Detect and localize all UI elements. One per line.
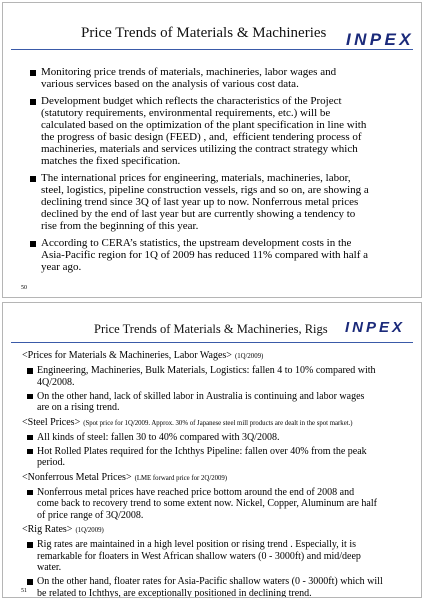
bullet-line: calculated based on the optimization of the plant specification in line with (41, 119, 367, 131)
bullet-item (27, 432, 383, 444)
square-bullet-icon (30, 70, 36, 76)
square-bullet-icon (30, 241, 36, 247)
bullet-item (27, 446, 383, 469)
section-heading (22, 417, 383, 430)
bullet-item (30, 95, 369, 167)
square-bullet-icon (27, 394, 33, 400)
bullet-line: period. (37, 457, 66, 469)
bullet-item (27, 365, 383, 388)
bullet-line: On the other hand, lack of skilled labor in Australia is continuing and labor wages (37, 390, 365, 402)
inpex-logo: INPEX (346, 30, 415, 49)
bullet-line: steel, logistics, pipeline construction vessels, rigs and so on, are showing a (41, 184, 369, 196)
bullet-line: The international prices for engineering, materials, machineries, labor, (41, 172, 351, 184)
bullet-line: Nonferrous metal prices have reached price bottom around the end of 2008 and (37, 486, 355, 498)
section-heading (22, 524, 383, 537)
slide-body (30, 66, 369, 273)
page-number: 51 (21, 588, 27, 594)
bullet-line: According to CERA’s statistics, the upstream development costs in the (41, 237, 352, 249)
section-nonferrous-metal-prices (22, 472, 383, 522)
square-bullet-icon (30, 99, 36, 105)
square-bullet-icon (27, 368, 33, 374)
slide-title: Price Trends of Materials & Machineries, Rigs (94, 322, 328, 336)
bullet-line: declining trend since 3Q of last year up to now. Nonferrous metal prices (41, 196, 359, 208)
section-rig-rates (22, 524, 383, 598)
section-materials-labor-wages (22, 350, 383, 414)
bullet-line: rise from the beginning of this year. (41, 220, 199, 232)
bullet-line: remarkable for floaters in West African shallow waters (0 - 3000ft) and mid/deep (37, 550, 361, 562)
section-heading-text: <Steel Prices> (22, 416, 81, 428)
bullet-line: matches the fixed specification. (41, 155, 181, 167)
section-note: (1Q/2009) (234, 353, 264, 360)
section-note: (1Q/2009) (75, 527, 104, 534)
section-note: (LME forward price for 2Q/2009) (134, 474, 228, 482)
bullet-line: Asia-Pacific region for 1Q of 2009 has reduced 11% compared with half a (41, 249, 369, 261)
section-heading-text: <Prices for Materials & Machineries, Labor Wages> (22, 350, 232, 361)
square-bullet-icon (27, 579, 33, 585)
square-bullet-icon (27, 449, 33, 455)
section-heading-text: <Nonferrous Metal Prices> (22, 471, 132, 483)
bullet-line: Rig rates are maintained in a high level position or rising trend . Especially, it is (37, 539, 356, 551)
section-heading-text: <Rig Rates> (22, 524, 73, 535)
section-heading (22, 472, 383, 485)
bullet-line: 4Q/2008. (37, 376, 75, 388)
bullet-line: On the other hand, floater rates for Asia-Pacific shallow waters (0 - 3000ft) which will (37, 576, 383, 588)
title-underline (11, 49, 413, 50)
page-number: 50 (21, 285, 27, 291)
square-bullet-icon (30, 176, 36, 182)
bullet-item (27, 487, 383, 522)
square-bullet-icon (27, 490, 33, 496)
bullet-line: various services based on the analysis of various cost data. (41, 78, 299, 90)
slide-51 (2, 302, 422, 598)
bullet-line: year ago. (41, 261, 82, 273)
square-bullet-icon (27, 542, 33, 548)
bullet-line: of price range of 3Q/2008. (37, 509, 144, 521)
section-heading (22, 350, 383, 363)
bullet-line: Development budget which reflects the characteristics of the Project (41, 95, 342, 107)
title-underline (11, 342, 413, 343)
square-bullet-icon (27, 435, 33, 441)
bullet-line: All kinds of steel: fallen 30 to 40% compared with 3Q/2008. (37, 431, 280, 443)
bullet-line: declined by the end of last year but are currently showing a tendency to (41, 208, 356, 220)
bullet-item (30, 66, 369, 90)
slide-title: Price Trends of Materials & Machineries (81, 25, 327, 41)
bullet-line: (statutory requirements, environmental requirements, etc.) will be (41, 107, 331, 119)
section-steel-prices (22, 417, 383, 469)
section-note: (Spot price for 1Q/2009. Approx. 30% of Japanese steel mill products are dealt in the spot market.) (83, 419, 353, 427)
bullet-line: Hot Rolled Plates required for the Ichthys Pipeline: fallen over 40% from the peak (37, 445, 367, 457)
inpex-logo: INPEX (345, 319, 406, 336)
slide-50 (2, 2, 422, 298)
bullet-item (30, 172, 369, 232)
bullet-line: machineries, materials and services utilizing the contract strategy which (41, 143, 358, 155)
slide-body (22, 350, 383, 598)
bullet-line: Monitoring price trends of materials, machineries, labor wages and (41, 66, 337, 78)
bullet-item (27, 539, 383, 574)
bullet-line: come back to recovery trend to some extent now. Nickel, Copper, Aluminum are half (37, 498, 377, 510)
bullet-line: are on a rising trend. (37, 402, 120, 414)
bullet-line: water. (37, 562, 62, 574)
bullet-line: the progress of basic design (FEED) , and, efficient tendering process of (41, 131, 362, 143)
bullet-line: Engineering, Machineries, Bulk Materials, Logistics: fallen 4 to 10% compared with (37, 365, 376, 377)
bullet-item (27, 391, 383, 414)
bullet-item (27, 576, 383, 598)
bullet-line: be related to Ichthys, are exceptionally positioned in declining trend. (37, 587, 312, 598)
bullet-item (30, 237, 369, 273)
